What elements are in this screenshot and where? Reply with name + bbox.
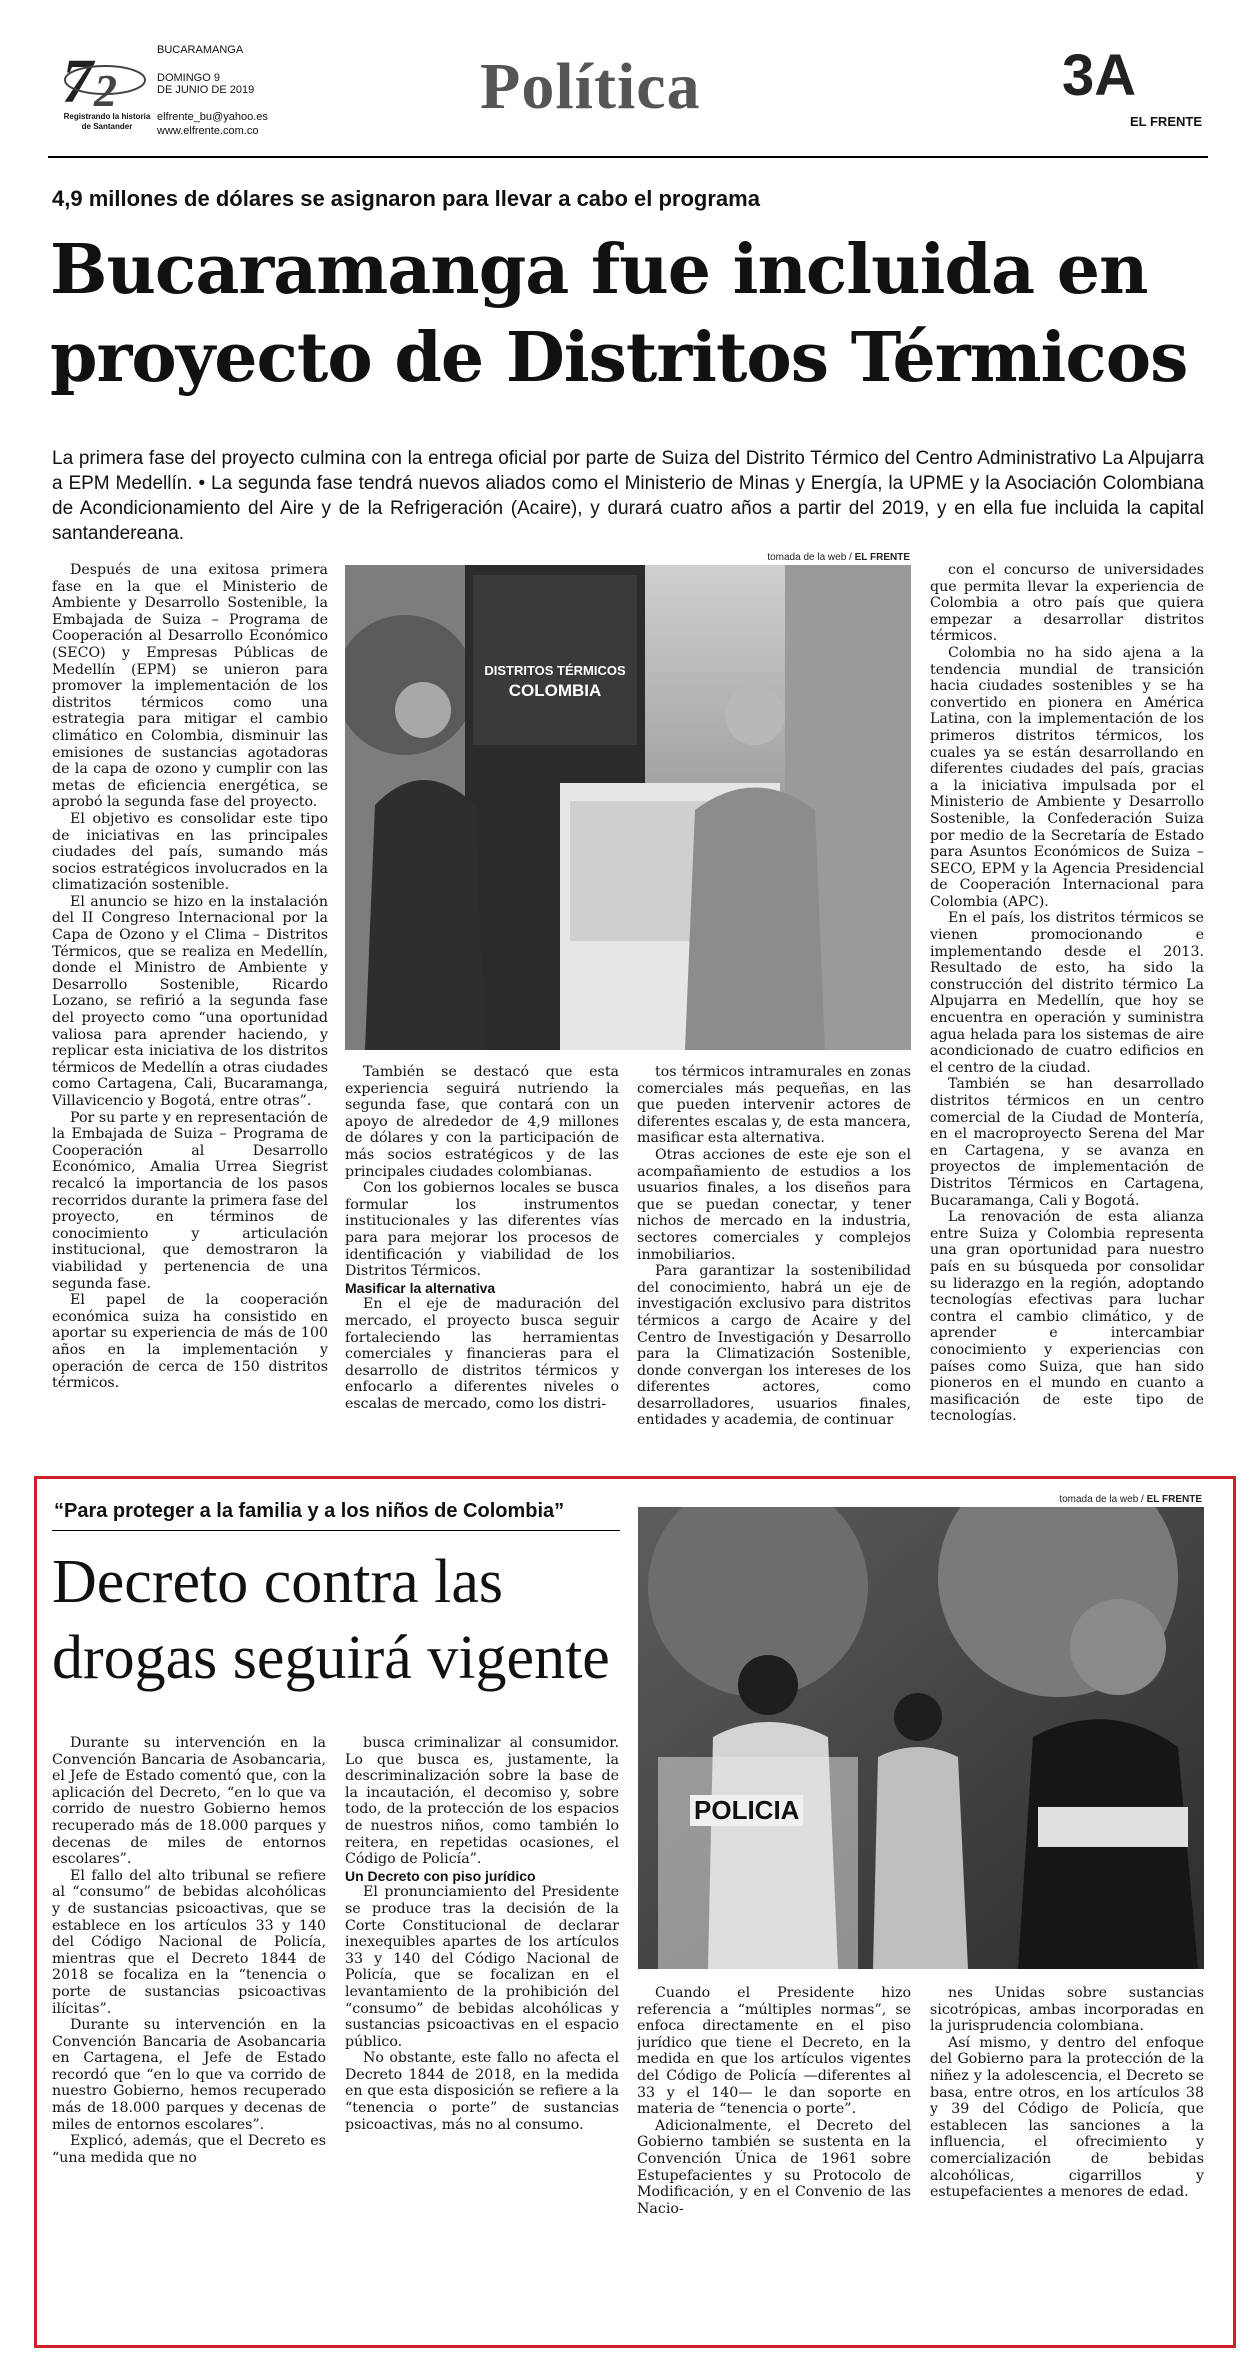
article1-headline-line1: Bucaramanga fue incluida en <box>50 230 1148 310</box>
article1-col3-p1: tos térmicos intramurales en zonas comerciales más pequeñas, en las que pueden intervenir actores de diferentes escalas y, de esta mancera, masificar esta alternativa. <box>637 1064 911 1147</box>
article1-headline <box>50 226 1220 402</box>
article2-col2-p2: El pronunciamiento del Presidente se produce tras la decisión de la Corte Constitucional de declarar inexequibles apartes de los artículos 33 y 140 del Código Nacional de Policía, que se focalizan en el levantamiento de la prohibición del “consumo” de bebidas alcohólicas y sustancias psicoactivas en el espacio público. <box>345 1884 619 2050</box>
article2-col1-p4: Explicó, además, que el Decreto es “una medida que no <box>52 2133 326 2166</box>
svg-text:7: 7 <box>62 50 93 112</box>
article1-col4-p5: La renovación de esta alianza entre Suiza y Colombia representa una gran oportunidad para nuestro país en su búsqueda por consolidar su liderazgo en la región, adoptando tecnologías efectivas para luchar contra el cambio climático, y de aprender e intercambiar conocimiento y experiencias con países como Suiza, que han sido pioneros en el mundo en cuanto a masificación de este tipo de tecnologías. <box>930 1209 1204 1425</box>
article1-kicker: 4,9 millones de dólares se asignaron para llevar a cabo el programa <box>52 186 760 211</box>
article1-photo <box>345 565 911 1050</box>
article1-col1-p5: El papel de la cooperación económica suiza ha consistido en aportar su experiencia de más de 100 años en la implementación y operación de cerca de 150 distritos térmicos. <box>52 1292 328 1392</box>
article2-kicker-underline <box>52 1530 620 1531</box>
article2-col1-p3: Durante su intervención en la Convención Bancaria de Asobancaria en Cartagena, el Jefe de Estado recordó que “en lo que va corrido de nuestro Gobierno, hemos recuperado más de 18.000 parques y decenas de miles de entornos escolares”. <box>52 2017 326 2133</box>
article2-col1-p1: Durante su intervención en la Convención Bancaria de Asobancaria, el Jefe de Estado comentó que, con la aplicación del Decreto, “en lo que va corrido de nuestro Gobierno hemos recuperado más de 18.000 parques y decenas de miles de entornos escolares”. <box>52 1735 326 1868</box>
article1-col3-p3: Para garantizar la sostenibilidad del conocimiento, habrá un eje de investigación exclusivo para distritos térmicos a cargo de Acaire y del Centro de Investigación y Desarrollo para la Climatización Sostenible, donde convergan los intereses de los diferentes actores, como desarrolladores, usuarios finales, entidades y academia, de continuar <box>637 1263 911 1429</box>
header-website[interactable]: www.elfrente.com.co <box>157 125 259 137</box>
photo-sign-text-line2: COLOMBIA <box>508 681 602 700</box>
article1-col2-p1: También se destacó que esta experiencia seguirá nutriendo la segunda fase, que contará con un apoyo de alrededor de 4,9 millones de dólares y con la participación de más socios estratégicos y de las principales ciudades colombianas. <box>345 1064 619 1180</box>
article1-col3-p2: Otras acciones de este eje son el acompañamiento de estudios a los usuarios finales, a los diseños para que se puedan conectar, y tener nichos de mercado en la industria, sectores comerciales y complejos inmobiliarios. <box>637 1146 911 1263</box>
article1-column-2 <box>345 1064 619 1450</box>
article1-column-3 <box>637 1064 911 1450</box>
section-title: Política <box>480 50 701 123</box>
article2-col2-subhead: Un Decreto con piso jurídico <box>345 1867 536 1884</box>
logo-tagline-2: de Santander <box>81 122 133 131</box>
paper-name: EL FRENTE <box>1130 114 1202 129</box>
article2-headline <box>52 1544 642 1696</box>
police-photo-illustration <box>638 1507 1204 1969</box>
article2-column-4 <box>930 1985 1204 2337</box>
article1-column-1 <box>52 562 328 1450</box>
article1-col1-p1: Después de una exitosa primera fase en la que el Ministerio de Ambiente y Desarrollo Sostenible, la Embajada de Suiza – Programa de Cooperación al Desarrollo Económico (SECO) y Empresas Públicas de Medellín (EPM) se unieron para promover la implementación de los distritos térmicos como una estrategia para mitigar el cambio climático en Colombia, disminuir las emisiones de sustancias agotadoras de la capa de ozono y cumplir con las metas de eficiencia energética, se aprobó la segunda fase del proyecto. <box>52 562 328 811</box>
masthead <box>0 0 1256 160</box>
article1-col4-p3: En el país, los distritos térmicos se vienen promocionando e implementando desde el 2013. Resultado de esto, ha sido la construcción del distrito térmico La Alpujarra en Medellín, que hoy se encuentra en operación y suministra agua helada para los sistemas de aire acondicionado de cuatro edificios en el centro de la ciudad. <box>930 910 1204 1076</box>
article2-col4-p1: nes Unidas sobre sustancias sicotrópicas, ambas incorporadas en la jurisprudencia colombiana. <box>930 1985 1204 2035</box>
article1-col2-p3: En el eje de maduración del mercado, el proyecto busca seguir fortaleciendo las herramientas comerciales y financieras para el desarrollo de distritos térmicos y enfocarlo a diferentes niveles o escalas de mercado, como los distri- <box>345 1296 619 1412</box>
article1-col1-p2: El objetivo es consolidar este tipo de iniciativas en las principales ciudades del país, sumando más socios estratégicos involucrados en la climatización sostenible. <box>52 810 328 894</box>
article1-headline-line2: proyecto de Distritos Térmicos <box>50 318 1188 398</box>
article2-headline-line1: Decreto contra las <box>52 1548 503 1616</box>
article1-col4-p4: También se han desarrollado distritos térmicos en un centro comercial de la Ciudad de Montería, en el macroproyecto Serena del Mar en Cartagena, y se avanza en proyectos de implementación de Distritos Térmicos en Cartagena, Bucaramanga, Cali y Bogotá. <box>930 1076 1204 1209</box>
article2-photo-credit: tomada de la web / EL FRENTE <box>1059 1494 1202 1505</box>
ceremony-photo-illustration <box>345 565 911 1050</box>
article2-col4-p2: Así mismo, y dentro del enfoque del Gobierno para la protección de la niñez y la adolescencia, el Decreto se basa, entre otros, en los artículos 38 y 39 del Código de Policía, que establecen las sanciones a la influencia, el ofrecimiento y comercialización de bebidas alcohólicas, cigarrillos y estupefacientes a menores de edad. <box>930 2034 1204 2201</box>
header-date-line2: DE JUNIO DE 2019 <box>157 84 255 96</box>
article1-col1-p4: Por su parte y en representación de la Embajada de Suiza – Programa de Cooperación al Desarrollo Económico, Amalia Urrea Siegrist recalcó la importancia de los pasos recorridos durante la primera fase del proyecto, en términos de conocimiento y articulación institucional, que demostraron la viabilidad y pertenencia de una segunda fase. <box>52 1109 328 1292</box>
header-city: BUCARAMANGA <box>157 44 244 56</box>
article1-photo-credit: tomada de la web / EL FRENTE <box>767 552 910 563</box>
newspaper-logo <box>60 50 150 130</box>
article2-col2-p1: busca criminalizar al consumidor. Lo que busca es, justamente, la descriminalización sobre la base de la incautación, el decomiso y, sobre todo, de la protección de los espacios de nuestros niños, como también lo reitera, en repetidas ocasiones, el Código de Policía”. <box>345 1735 619 1868</box>
article2-kicker: “Para proteger a la familia y a los niños de Colombia” <box>54 1500 565 1522</box>
article1-col2-subhead: Masificar la alternativa <box>345 1279 496 1296</box>
article2-headline-line2: drogas seguirá vigente <box>52 1624 610 1692</box>
article1-col2-p2: Con los gobiernos locales se busca formular los instrumentos institucionales y las diferentes vías para para mejorar los procesos de identificación y viabilidad de los Distritos Térmicos. <box>345 1180 619 1280</box>
article2-col3-p2: Adicionalmente, el Decreto del Gobierno también se sustenta en la Convención Única de 1961 sobre Estupefacientes y su Protocolo de Modificación, y en el Convenio de las Nacio- <box>637 2117 911 2217</box>
article2-photo <box>638 1507 1204 1969</box>
article2-col1-p2: El fallo del alto tribunal se refiere al “consumo” de bebidas alcohólicas y de sustancias psicoactivas, que se establece en los artículos 33 y 140 del Código Nacional de Policía, mientras que el Decreto 1844 de 2018 se focaliza en la “tenencia o porte de sustancias psicoactivas ilícitas”. <box>52 1867 326 2017</box>
article1-col4-p1: con el concurso de universidades que permita llevar la experiencia de Colombia a otro país que quiera empezar a desarrollar distritos térmicos. <box>930 562 1204 645</box>
article1-col4-p2: Colombia no ha sido ajena a la tendencia mundial de transición hacia ciudades sostenibles y se ha convertido en pionera en América Latina, con la implementación de los primeros distritos térmicos, los cuales ya se están desarrollando en diferentes ciudades del país, gracias a la iniciativa impulsada por el Ministerio de Ambiente y Desarrollo Sostenible, la Confederación Suiza por medio de la Secretaría de Estado para Asuntos Económicos de Suiza – SECO, EPM y la Agencia Presidencial de Cooperación Internacional para Colombia (APC). <box>930 644 1204 910</box>
article1-lead: La primera fase del proyecto culmina con la entrega oficial por parte de Suiza del Distrito Térmico del Centro Administrativo La Alpujarra a EPM Medellín. • La segunda fase tendrá nuevos aliados como el Ministerio de Minas y Energía, la UPME y la Asociación Colombiana de Acondicionamiento del Aire y de la Refrigeración (Acaire), y durará cuatro años a partir del 2019, y en ella fue incluida la capital santandereana. <box>52 448 1204 544</box>
header-date-line1: DOMINGO 9 <box>157 72 220 84</box>
article2-column-1 <box>52 1735 326 2337</box>
svg-text:2: 2 <box>94 65 117 112</box>
article2-col2-p3: No obstante, este fallo no afecta el Decreto 1844 de 2018, en la medida en que esta disposición se refiere a la “tenencia o porte” de sustancias psicoactivas, más no al consumo. <box>345 2050 619 2133</box>
header-email[interactable]: elfrente_bu@yahoo.es <box>157 111 268 123</box>
header-divider <box>48 156 1208 158</box>
article2-col3-p1: Cuando el Presidente hizo referencia a “múltiples normas”, se enfoca directamente en el piso jurídico que tiene el Decreto, en la medida en que los artículos vigentes del Código de Policía —diferentes al 33 y el 140— le dan soporte en materia de “tenencia o porte”. <box>637 1985 911 2118</box>
logo-tagline-1: Registrando la historia <box>63 112 151 121</box>
logo-emblem-icon <box>60 50 150 112</box>
page-number: 3A <box>1062 43 1137 108</box>
article1-col1-p3: El anuncio se hizo en la instalación del II Congreso Internacional por la Capa de Ozono y el Clima – Distritos Térmicos, que se realiza en Medellín, donde el Ministro de Ambiente y Desarrollo Sostenible, Ricardo Lozano, se refirió a la segunda fase del proyecto como “una oportunidad valiosa para aprender haciendo, y replicar esta iniciativa de los distritos térmicos de Medellín a otras ciudades como Cartagena, Cali, Bucaramanga, Villavicencio y Bogotá, entre otras”. <box>52 893 328 1109</box>
photo-police-vest-label: POLICIA <box>690 1795 803 1826</box>
article1-column-4 <box>930 562 1204 1450</box>
photo-sign-text-line1: DISTRITOS TÉRMICOS <box>484 663 626 678</box>
article2-column-2 <box>345 1735 619 2337</box>
article2-column-3 <box>637 1985 911 2337</box>
